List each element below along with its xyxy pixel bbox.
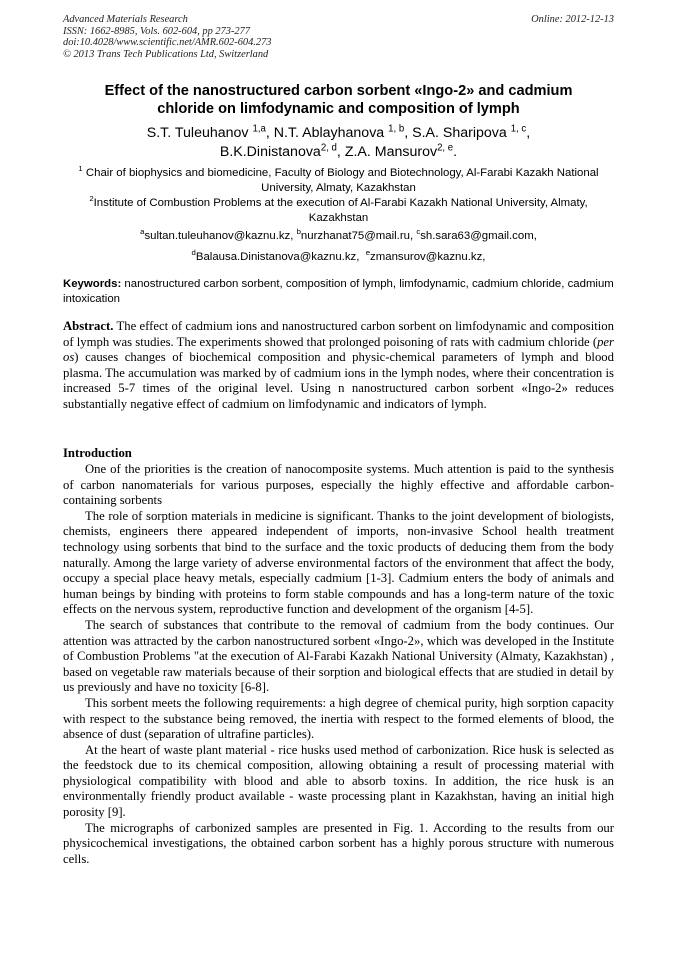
email-link[interactable]: sultan.tuleuhanov@kaznu.kz, xyxy=(144,230,294,242)
keywords-text: nanostructured carbon sorbent, composition of lymph, limfodynamic, cadmium chloride, cadmium intoxication xyxy=(63,278,614,305)
author-affil-mark: 1, b xyxy=(388,123,405,135)
author-name: S.T. Tuleuhanov xyxy=(146,125,249,141)
author-list: S.T. Tuleuhanov $^{1,a}$, N.T. Ablayhanova $^{1, b}$, S.A. Sharipova $^{1, c}$, B.K.Dinistanova$^{2, d}$, Z.A. Mansurov$^{2, e}$. xyxy=(146,123,531,160)
keywords-label: Keywords: xyxy=(63,278,122,290)
email-mark: e xyxy=(365,248,371,258)
paragraph: This sorbent meets the following requirements: a high degree of chemical purity, high sorption capacity with respect to the substance being removed, the inertia with respect to the formed elements of blood, the absence of dust (separation of ultrafine particles). xyxy=(63,695,614,742)
abstract-text: The effect of cadmium ions and nanostructured carbon sorbent on limfodynamic and composition of lymph was studies. The experiments showed that prolonged poisoning of rats with cadmium chloride ( xyxy=(63,319,614,349)
paragraph: The micrographs of carbonized samples are presented in Fig. 1. According to the results from our physicochemical investigations, the obtained carbon sorbent has a highly porous structure with numerous cells. xyxy=(63,820,614,866)
author-name: S.A. Sharipova xyxy=(412,125,507,141)
paragraph: At the heart of waste plant material - rice husks used method of carbonization. Rice husk is selected as the feedstock due to its chemical composition, allowing obtaining a result of processing material with physiological compatibility with blood and able to absorb toxins. In addition, the rice husk is an environmentally friendly product available - waste processing plant in Kazakhstan, having an initial high porosity [9]. xyxy=(63,742,614,820)
email-link[interactable]: sh.sara63@gmail.com, xyxy=(420,230,537,242)
paragraph: The role of sorption materials in medicine is significant. Thanks to the joint development of biologists, chemists, engineers there appeared independent of imports, non-invasive School health treatment technology using sorbents that bind to the surface and the toxic products of deducing them from the body naturally. Among the large variety of adverse environmental factors of the environment that affect the body, occupy a special place heavy metals, especially cadmium [1-3]. Cadmium enters the body of animals and human beings by binding with proteins to form stable compounds and has a long-term nature of the toxic effects on the nervous system, reproductive function and development of the organism [4-5]. xyxy=(63,508,614,617)
paragraph: The search of substances that contribute to the removal of cadmium from the body continues. Our attention was attracted by the carbon nanostructured sorbent «Ingo-2», which was developed in the Institute of Combustion Problems "at the execution of Al-Farabi Kazakh National University (Almaty, Kazakhstan) , based on vegetable raw materials because of their sorption and biological effects that are studied in detail by us previously and have no toxicity [6-8]. xyxy=(63,617,614,695)
author-name: B.K.Dinistanova xyxy=(219,144,321,160)
abstract-label: Abstract. xyxy=(63,319,114,333)
author-affil-mark: 1, c xyxy=(510,123,527,135)
journal-header xyxy=(63,14,614,60)
author-affil-mark: 2, d xyxy=(320,142,337,154)
doi-line: doi:10.4028/www.scientific.net/AMR.602-604.273 xyxy=(63,37,272,48)
introduction-body xyxy=(63,462,614,867)
copyright-line: © 2013 Trans Tech Publications Ltd, Switzerland xyxy=(63,48,269,60)
author-affil-mark: 2, e xyxy=(437,142,454,154)
paragraph: One of the priorities is the creation of nanocomposite systems. Much attention is paid to the synthesis of carbon nanomaterials for various purposes, especially the highly effective and affordable carbon-containing sorbents xyxy=(63,462,614,508)
abstract-text: ) causes changes of biochemical composition and physic-chemical parameters of lymph and blood plasma. The accumulation was marked by of cadmium ions in the lymph nodes, where their concentration is increased 5-7 times of the original level. Using n nanostructured carbon sorbent «Ingo-2» reduces substantially negative effect of cadmium on limfodynamic and indicators of lymph. xyxy=(63,350,614,411)
email-link[interactable]: nurzhanat75@mail.ru, xyxy=(300,230,414,242)
affiliation-1 xyxy=(63,166,614,196)
paper-title xyxy=(63,82,614,118)
abstract-section xyxy=(63,319,614,413)
author-emails xyxy=(63,226,614,268)
email-link[interactable]: zmansurov@kaznu.kz, xyxy=(370,251,486,263)
author-name: N.T. Ablayhanova xyxy=(273,125,385,141)
affiliation-text: Chair of biophysics and biomedicine, Faculty of Biology and Biotechnology, Al-Farabi Kazakh National University, Almaty, Kazakhstan xyxy=(85,167,599,194)
abstract-italic: per os xyxy=(63,334,614,365)
email-mark: d xyxy=(191,248,196,258)
section-heading-introduction: Introduction xyxy=(63,446,132,460)
affiliations xyxy=(63,166,614,226)
issn-line: ISSN: 1662-8985, Vols. 602-604, pp 273-277 xyxy=(63,25,251,37)
email-mark: b xyxy=(296,227,301,237)
online-date: Online: 2012-12-13 xyxy=(531,14,614,25)
title-line-1: Effect of the nanostructured carbon sorbent «Ingo-2» and cadmium xyxy=(104,83,573,99)
affiliation-text: Institute of Combustion Problems at the execution of Al-Farabi Kazakh National University, Almaty, Kazakhstan xyxy=(93,197,588,224)
keywords-section xyxy=(63,277,614,306)
affiliation-number: 2 xyxy=(89,194,94,204)
title-line-2: chloride on limfodynamic and composition of lymph xyxy=(157,101,520,117)
journal-name: Advanced Materials Research xyxy=(63,14,188,25)
affiliation-number: 1 xyxy=(78,164,83,174)
email-link[interactable]: Balausa.Dinistanova@kaznu.kz, xyxy=(195,251,360,263)
author-name: Z.A. Mansurov xyxy=(344,144,438,160)
author-affil-mark: 1,a xyxy=(252,123,266,135)
affiliation-2 xyxy=(63,196,614,226)
email-mark: a xyxy=(140,227,145,237)
email-mark: c xyxy=(416,227,421,237)
